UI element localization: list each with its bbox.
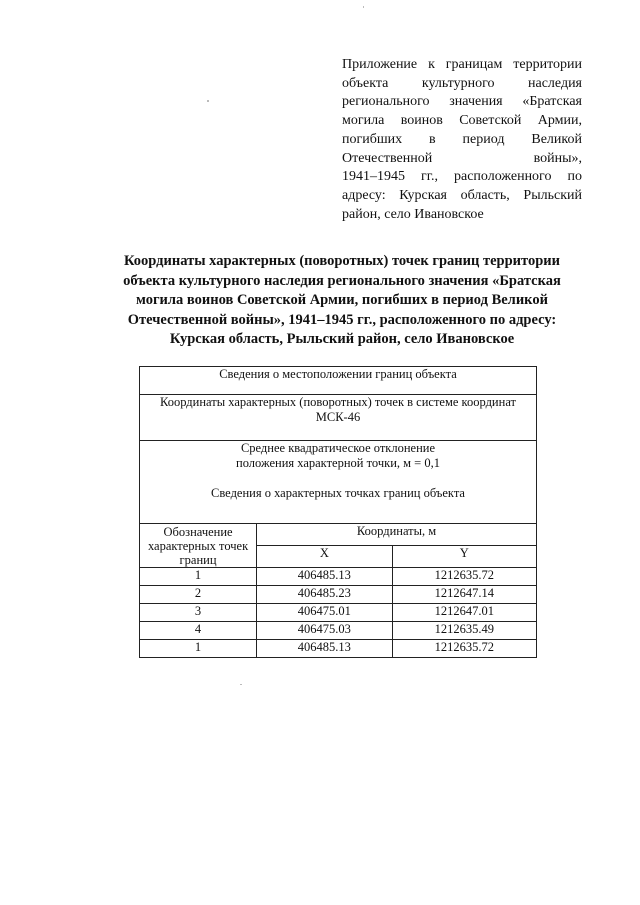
appendix-line: 1941–1945 гг., расположенного по [342, 169, 582, 185]
title-line: могила воинов Советской Армии, погибших в период Великой [136, 292, 548, 308]
coordinates-header: Координаты, м [257, 524, 537, 546]
title-line: Курская область, Рыльский район, село Ивановское [169, 331, 515, 347]
x-cell: 406485.23 [257, 586, 392, 604]
y-cell: 1212635.72 [392, 568, 536, 586]
point-cell: 1 [140, 640, 257, 658]
appendix-line: район, село Ивановское [342, 206, 484, 222]
y-cell: 1212647.14 [392, 586, 536, 604]
table-header-row [140, 524, 537, 546]
appendix-line: регионального значения «Братская [342, 94, 582, 110]
x-cell: 406475.03 [257, 622, 392, 640]
accuracy-line: положения характерной точки, м = 0,1 [236, 456, 440, 470]
table-header-row [140, 367, 537, 395]
accuracy-cell [140, 441, 537, 524]
y-header: Y [392, 546, 536, 568]
designation-line: Обозначение [163, 525, 233, 539]
table-row [140, 622, 537, 640]
title-line: объекта культурного наследия регионального значения «Братская [123, 272, 561, 289]
x-cell: 406475.01 [257, 604, 392, 622]
y-cell: 1212647.01 [392, 604, 536, 622]
y-cell: 1212635.49 [392, 622, 536, 640]
coordinate-system-line: МСК-46 [315, 410, 361, 424]
appendix-line: адресу: Курская область, Рыльский [342, 187, 582, 203]
x-cell: 406485.13 [257, 640, 392, 658]
title-line: Отечественной войны», 1941–1945 гг., расположенного по адресу: [127, 311, 557, 328]
table-row [140, 604, 537, 622]
point-cell: 4 [140, 622, 257, 640]
y-cell: 1212635.72 [392, 640, 536, 658]
table-header-row [140, 395, 537, 441]
x-header: X [257, 546, 392, 568]
coordinate-system-header [140, 395, 537, 441]
designation-header [140, 524, 257, 568]
point-cell: 2 [140, 586, 257, 604]
document-title [106, 252, 578, 350]
scan-speck [363, 6, 364, 8]
appendix-line: Отечественной войны», [342, 150, 582, 166]
appendix-line: погибших в период Великой [342, 131, 582, 147]
location-header: Сведения о местоположении границ объекта [140, 367, 537, 395]
table-row [140, 586, 537, 604]
appendix-line: Приложение к границам территории [342, 57, 582, 72]
table-row [140, 568, 537, 586]
table-row [140, 640, 537, 658]
appendix-line: объекта культурного наследия [342, 75, 582, 91]
point-cell: 1 [140, 568, 257, 586]
title-line: Координаты характерных (поворотных) точек границ территории [124, 253, 560, 269]
x-cell: 406485.13 [257, 568, 392, 586]
points-header: Сведения о характерных точках границ объекта [211, 486, 465, 500]
coordinate-system-line: Координаты характерных (поворотных) точек в системе координат [159, 395, 517, 409]
scan-speck [207, 100, 209, 102]
point-cell: 3 [140, 604, 257, 622]
designation-line: характерных точек [147, 539, 249, 553]
scan-speck [240, 684, 242, 685]
accuracy-line: Среднее квадратическое отклонение [240, 441, 436, 455]
table-header-row [140, 441, 537, 524]
designation-line: границ [179, 553, 217, 567]
appendix-note [342, 56, 582, 224]
coordinates-table [139, 366, 537, 658]
appendix-line: могила воинов Советской Армии, [342, 113, 582, 129]
